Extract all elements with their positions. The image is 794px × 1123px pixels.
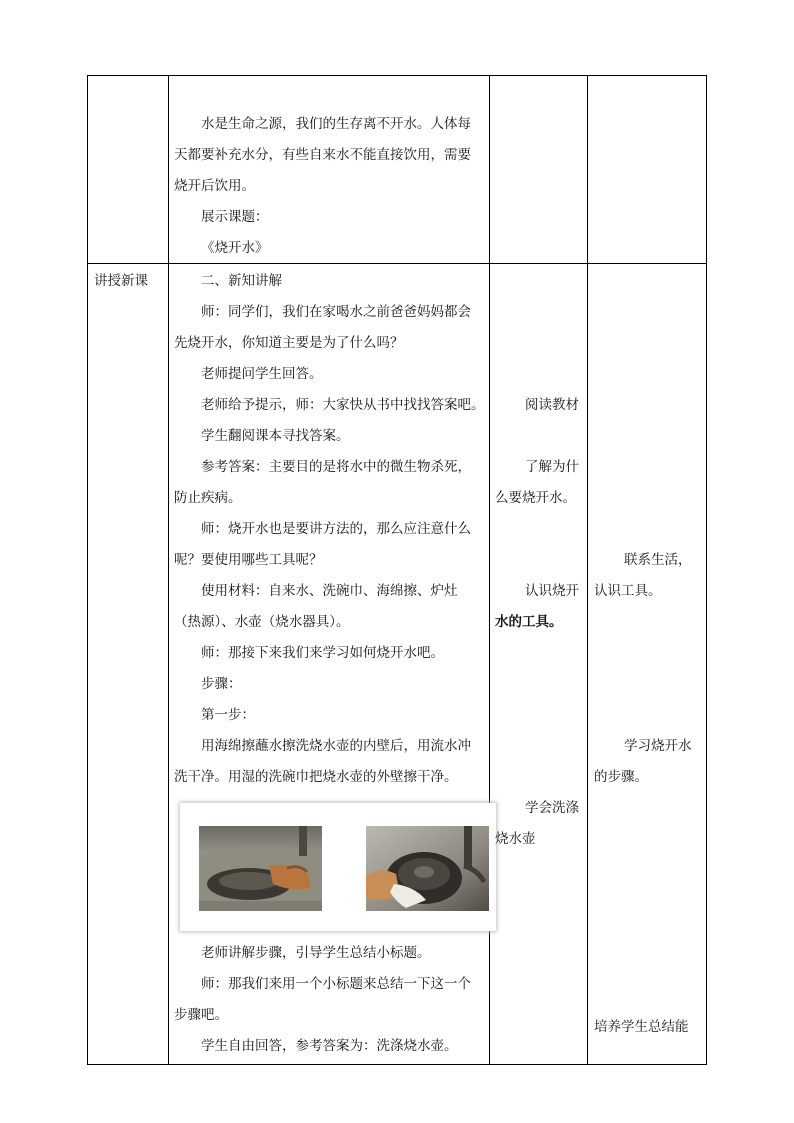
paragraph: 参考答案：主要目的是将水中的微生物杀死， bbox=[201, 459, 471, 475]
row1-content-cell bbox=[174, 76, 486, 263]
paragraph: 洗干净。用湿的洗碗巾把烧水壶的外壁擦干净。 bbox=[174, 769, 458, 785]
paragraph: 老师讲解步骤，引导学生总结小标题。 bbox=[201, 945, 431, 961]
section-heading: 二、新知讲解 bbox=[201, 273, 282, 289]
activity-text: 阅读教材 bbox=[525, 397, 579, 413]
paragraph: 师：那接下来我们来学习如何烧开水吧。 bbox=[201, 645, 444, 661]
activity-text: 水的工具。 bbox=[495, 614, 563, 630]
paragraph: 学生自由回答，参考答案为：洗涤烧水壶。 bbox=[201, 1038, 458, 1054]
paragraph: 水是生命之源，我们的生存离不开水。人体每 bbox=[201, 116, 471, 132]
paragraph: 呢？要使用哪些工具呢？ bbox=[174, 552, 323, 568]
paragraph: 《烧开水》 bbox=[201, 240, 269, 256]
paragraph: 用海绵擦蘸水擦洗烧水壶的内壁后，用流水冲 bbox=[201, 738, 471, 754]
paragraph: 老师提问学生回答。 bbox=[201, 366, 323, 382]
intent-text: 联系生活， bbox=[624, 552, 692, 568]
paragraph: 老师给予提示，师：大家快从书中找找答案吧。 bbox=[201, 397, 485, 413]
intent-text: 的步骤。 bbox=[594, 769, 648, 785]
paragraph: 师：那我们来用一个小标题来总结一下这一个 bbox=[201, 976, 471, 992]
paragraph: 天都要补充水分，有些自来水不能直接饮用，需要 bbox=[174, 147, 471, 163]
activity-text: 烧水壶 bbox=[495, 831, 536, 847]
paragraph: 学生翻阅课本寻找答案。 bbox=[201, 428, 350, 444]
intent-text: 认识工具。 bbox=[594, 583, 662, 599]
column-divider bbox=[587, 76, 588, 1064]
row2-content-cell bbox=[174, 263, 486, 1063]
student-activity-cell bbox=[495, 263, 585, 1063]
paragraph: （热源）、水壶（烧水器具）。 bbox=[174, 614, 350, 630]
paragraph: 步骤： bbox=[201, 676, 242, 692]
activity-text: 认识烧开 bbox=[525, 583, 579, 599]
paragraph: 展示课题： bbox=[201, 209, 269, 225]
activity-text: 学会洗涤 bbox=[525, 800, 579, 816]
paragraph: 烧开后饮用。 bbox=[174, 178, 255, 194]
kettle-inner-wall-photo bbox=[199, 826, 322, 911]
paragraph: 防止疾病。 bbox=[174, 490, 242, 506]
activity-text: 了解为什 bbox=[525, 459, 579, 475]
paragraph: 师：同学们，我们在家喝水之前爸爸妈妈都会 bbox=[201, 304, 471, 320]
paragraph: 步骤吧。 bbox=[174, 1007, 228, 1023]
paragraph: 第一步： bbox=[201, 707, 255, 723]
activity-text: 么要烧开水。 bbox=[495, 490, 576, 506]
stage-label: 讲授新课 bbox=[94, 273, 148, 289]
step-photos-frame bbox=[180, 803, 496, 931]
paragraph: 先烧开水，你知道主要是为了什么吗？ bbox=[174, 335, 404, 351]
kettle-outer-wall-photo bbox=[366, 826, 489, 911]
paragraph: 师：烧开水也是要讲方法的，那么应注意什么 bbox=[201, 521, 471, 537]
intent-text: 培养学生总结能 bbox=[594, 1019, 689, 1035]
column-divider bbox=[168, 76, 169, 1064]
design-intent-cell bbox=[594, 263, 706, 1063]
lesson-plan-table bbox=[87, 75, 707, 1065]
intent-text: 学习烧开水 bbox=[624, 738, 692, 754]
paragraph: 使用材料：自来水、洗碗巾、海绵擦、炉灶 bbox=[201, 583, 458, 599]
